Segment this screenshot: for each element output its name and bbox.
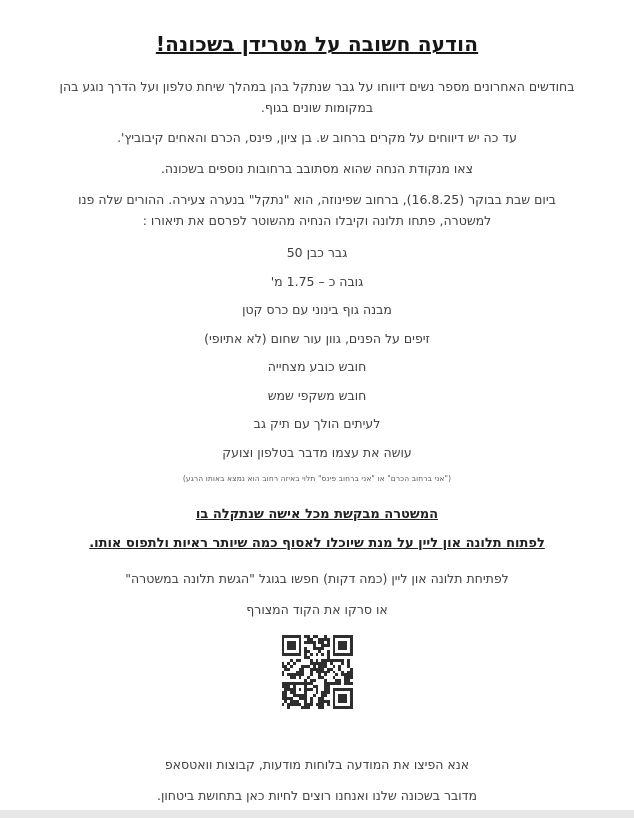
description-item-sunglasses: חובש משקפי שמש [267,387,367,403]
footer-line-1: אנא הפיצו את המודעה בלוחות מודעות, קבוצות וואטסאפ [164,757,470,772]
suspect-description-list [0,246,634,459]
description-item-phone: עושה את עצמו מדבר בטלפון וצועק [222,444,412,460]
description-item-height: גובה כ – 1.75 מ' [270,273,364,289]
intro-paragraph-2: עד כה יש דיווחים על מקרים ברחוב ש. בן ציון, פינס, הכרם והאחים קיבוביץ'. [117,130,517,145]
description-item-build: מבנה גוף בינוני עם כרס קטן [242,302,392,317]
footer-line-2: מדובר בשכונה שלנו ואנחנו רוצים לחיות כאן בתחושת ביטחון. [157,788,477,803]
description-item-backpack: לעיתים הולך עם תיק גב [253,416,381,431]
fine-print-note: ("אני ברחוב הכרם" או "אני ברחוב פינס" תלוי באיזה רחוב הוא נמצא באותו הרגע) [182,474,452,483]
notice-title: הודעה חשובה על מטרידן בשכונה! [155,32,479,56]
intro-paragraph-1: בחודשים האחרונים מספר נשים דיווחו על גבר שנתקל בהן במהלך שיחת טלפון ועל הדרך נוגע בהן במקומות שונים בגוף. [59,79,575,115]
instruction-line-1: לפתיחת תלונה און ליין (כמה דקות) חפשו בגוגל "הגשת תלונה במשטרה" [125,571,509,586]
footer-block [0,754,634,806]
description-item-age: גבר כבן 50 [286,245,348,260]
police-request-line-1: המשטרה מבקשת מכל אישה שנתקלה בו [195,507,439,522]
description-item-face: זיפים על הפנים, גוון עור שחום (לא אתיופי) [204,330,430,346]
photo-bottom-edge [0,810,634,818]
intro-paragraph-4: ביום שבת בבוקר (16.8.25), ברחוב שפינוזה, הוא "נתקל" בנערה צעירה. ההורים שלה פנו למשטרה, פתחו תלונה וקיבלו הנחיה מהשוטר לפרסם את תיאורו : [78,192,556,228]
intro-paragraph-3: צאו מנקודת הנחה שהוא מסתובב ברחובות נוספים בשכונה. [160,161,474,176]
qr-code-icon [282,635,353,709]
description-item-cap: חובש כובע מצחייה [267,359,367,374]
police-request-line-2: לפתוח תלונה און ליין על מנת שיוכלו לאסוף כמה שיותר ראיות ולתפוס אותו. [89,536,545,551]
instruction-line-2: או סרקו את הקוד המצורף [246,602,388,617]
